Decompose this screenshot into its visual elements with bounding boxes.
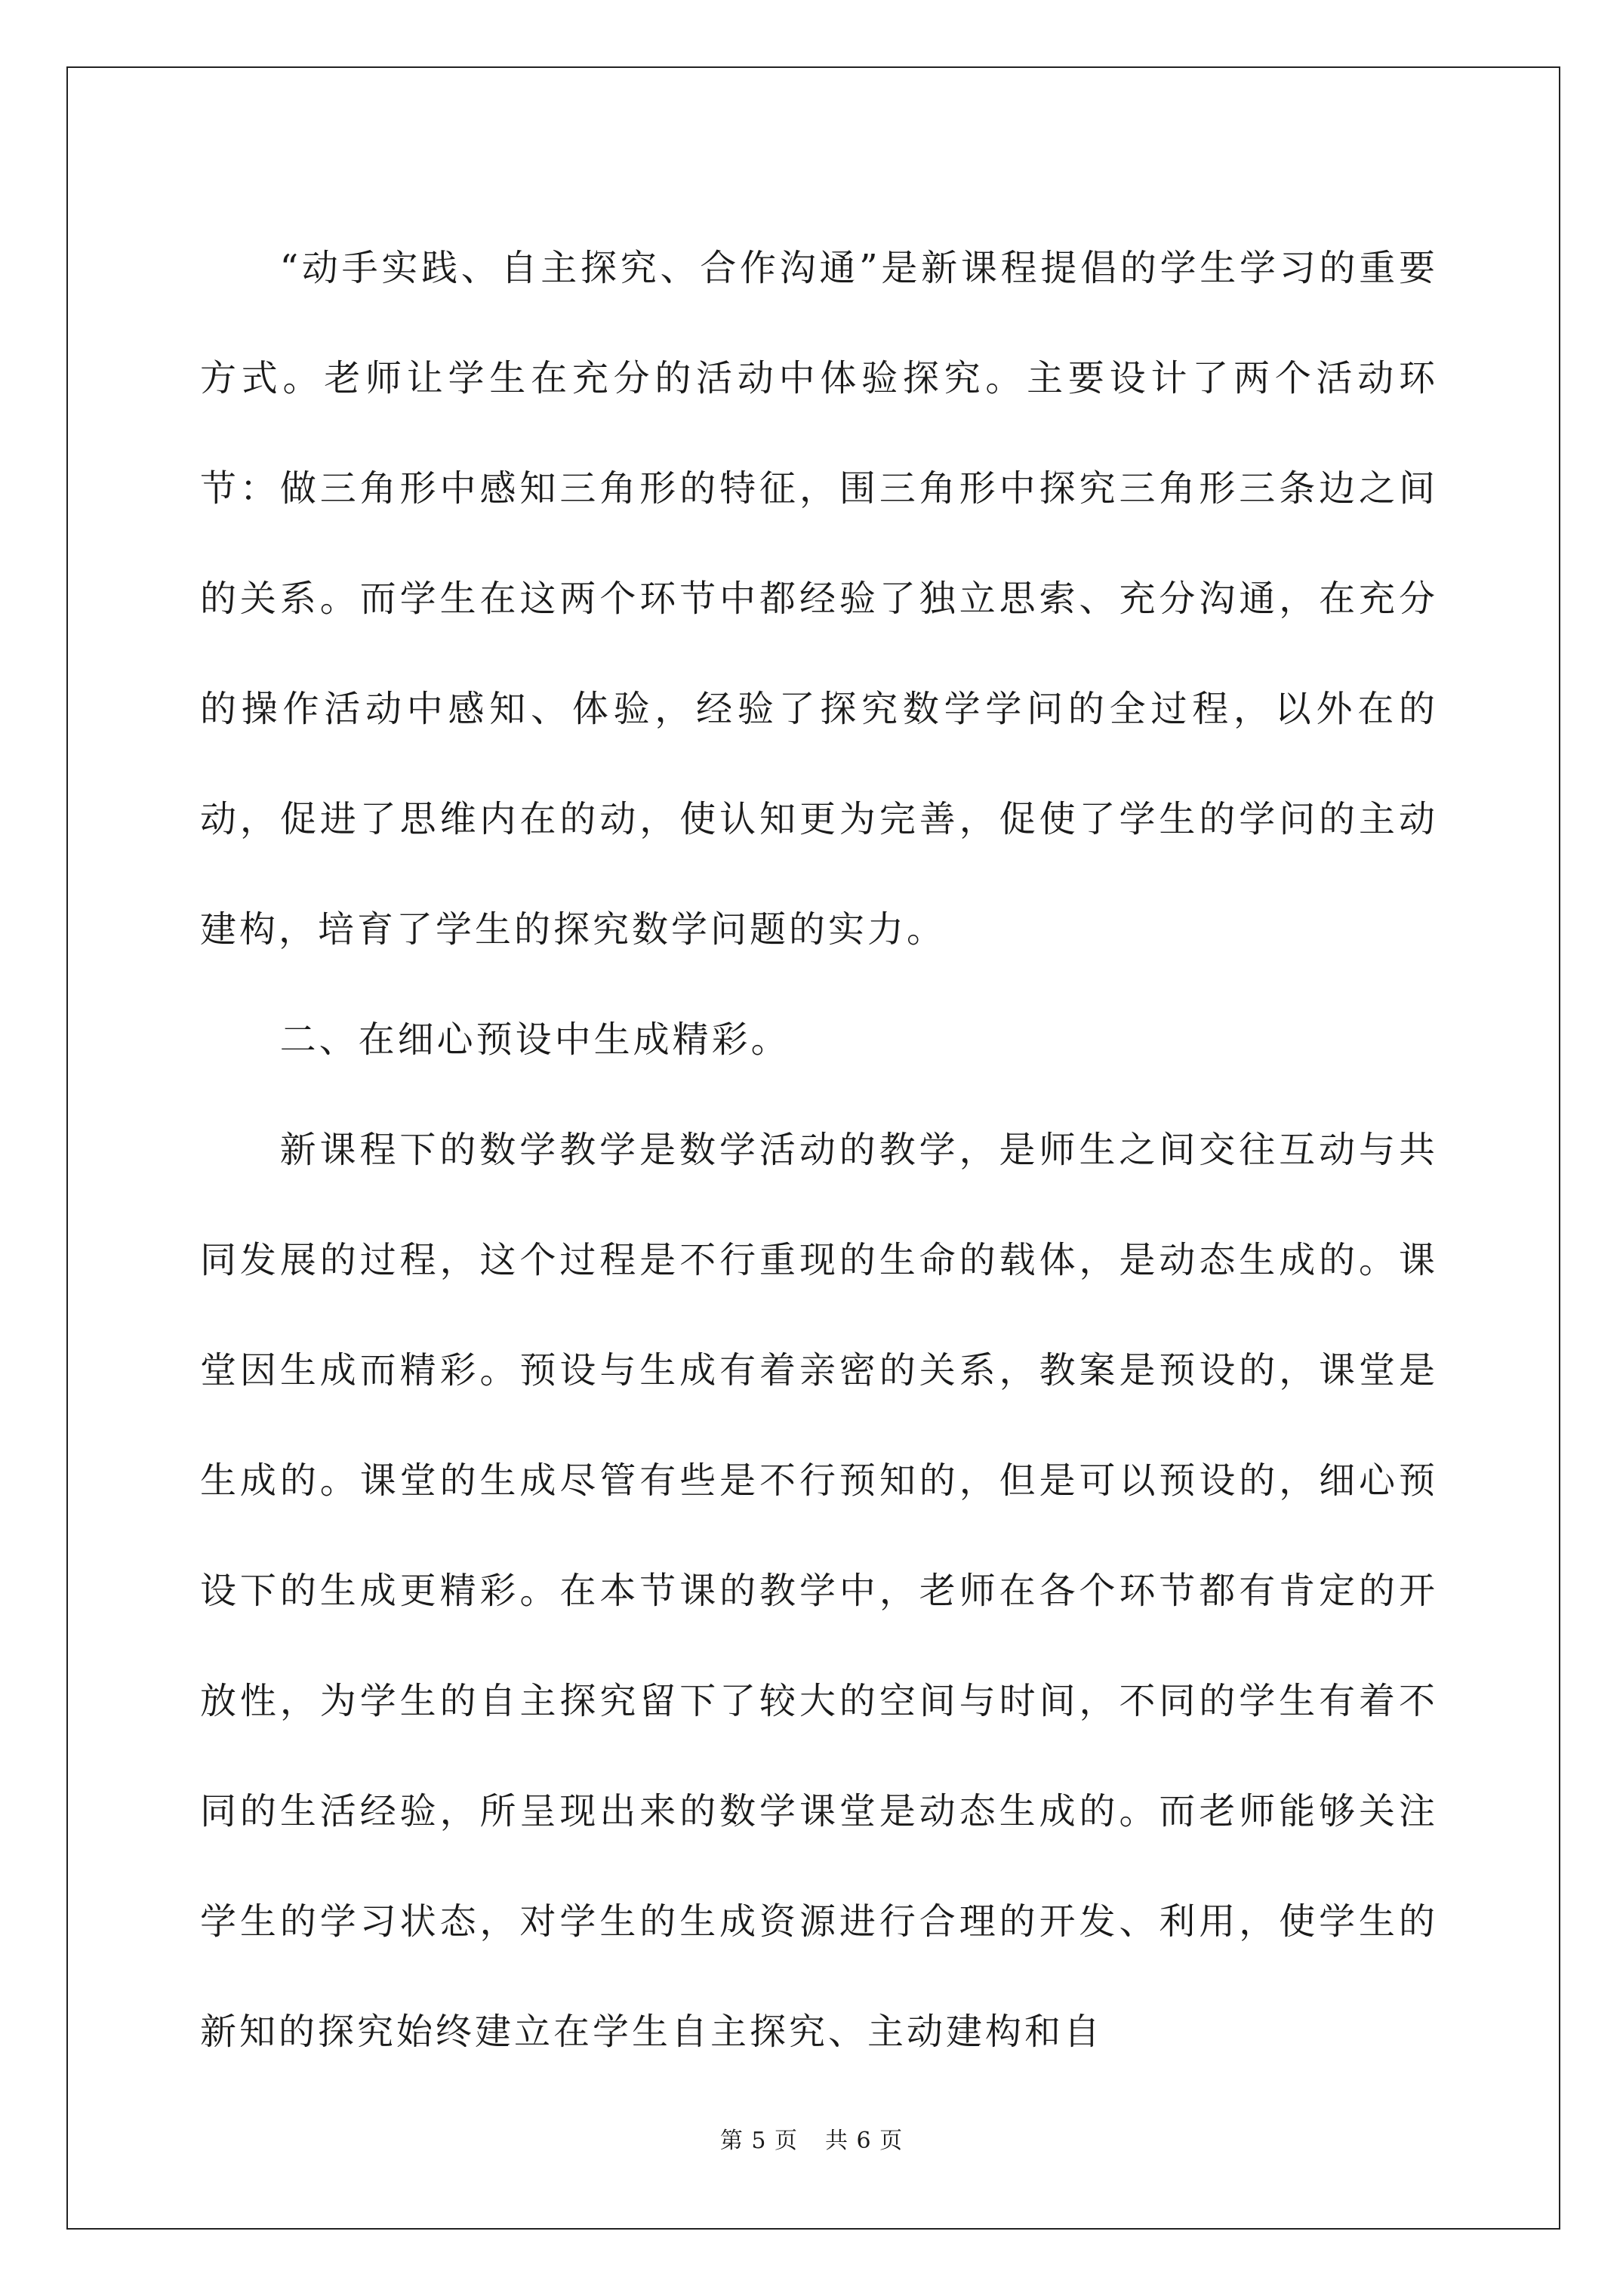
paragraph-generation: 新课程下的数学教学是数学活动的教学，是师生之间交往互动与共同发展的过程，这个过程是不行重现的生命的载体，是动态生成的。课堂因生成而精彩。预设与生成有着亲密的关系，教案是预设的，课堂是生成的。课堂的生成尽管有些是不行预知的，但是可以预设的，细心预设下的生成更精彩。在本节课的教学中，老师在各个环节都有肯定的开放性，为学生的自主探究留下了较大的空间与时间，不同的学生有着不同的生活经验，所呈现出来的数学课堂是动态生成的。而老师能够关注学生的学习状态，对学生的生成资源进行合理的开发、利用，使学生的新知的探究始终建立在学生自主探究、主动建构和自 — [200, 1129, 1438, 2053]
paragraph-practice: “动手实践、自主探究、合作沟通”是新课程提倡的学生学习的重要方式。老师让学生在充分的活动中体验探究。主要设计了两个活动环节：做三角形中感知三角形的特征，围三角形中探究三角形三条边之间的关系。而学生在这两个环节中都经验了独立思索、充分沟通，在充分的操作活动中感知、体验，经验了探究数学学问的全过程，以外在的动，促进了思维内在的动，使认知更为完善，促使了学生的学问的主动建构，培育了学生的探究数学问题的实力。 — [200, 247, 1438, 951]
section-heading-2: 二、在细心预设中生成精彩。 — [279, 1019, 790, 1061]
page-number: 第 5 页 — [719, 2128, 798, 2154]
page-total: 共 6 页 — [825, 2128, 904, 2154]
document-body — [200, 213, 1438, 2087]
page-footer — [0, 2122, 1623, 2155]
